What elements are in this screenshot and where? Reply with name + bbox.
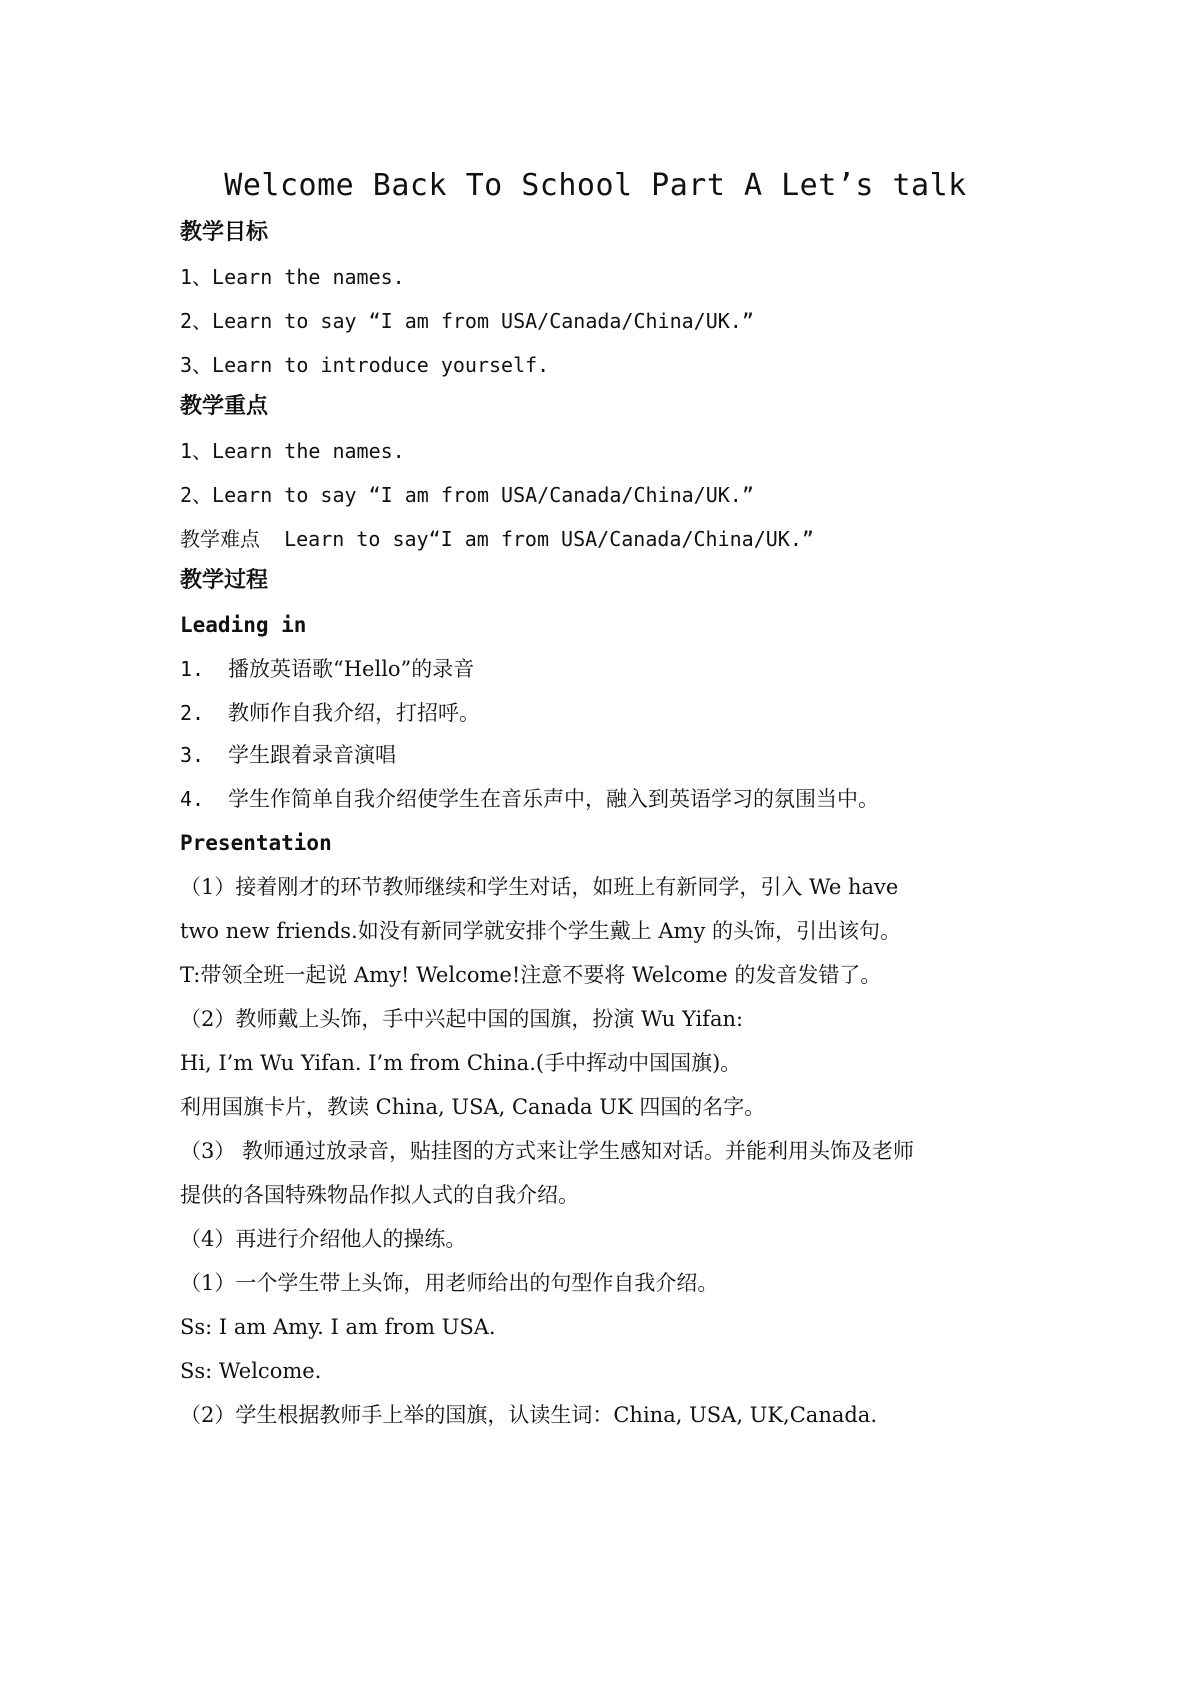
presentation-line: T:带领全班一起说 Amy! Welcome!注意不要将 Welcome 的发音发错了。 bbox=[180, 963, 882, 987]
step-text: 学生作简单自我介绍使学生在音乐声中，融入到英语学习的氛围当中。 bbox=[228, 787, 879, 811]
step-text: 播放英语歌“Hello”的录音 bbox=[228, 657, 475, 681]
presentation-line: Ss: Welcome. bbox=[180, 1359, 322, 1383]
step-number: 2. bbox=[180, 701, 205, 725]
step-text: 学生跟着录音演唱 bbox=[228, 743, 396, 767]
objectives-heading: 教学目标 bbox=[180, 220, 269, 245]
step-text: 教师作自我介绍，打招呼。 bbox=[228, 701, 480, 725]
leading-in-step bbox=[180, 740, 1060, 770]
presentation-line: （1）一个学生带上头饰，用老师给出的句型作自我介绍。 bbox=[180, 1271, 719, 1295]
presentation-heading: Presentation bbox=[180, 831, 332, 855]
objective-item: 2、Learn to say “I am from USA/Canada/China/UK.” bbox=[180, 309, 754, 333]
leading-in-heading: Leading in bbox=[180, 613, 307, 637]
objective-item: 1、Learn the names. bbox=[180, 265, 405, 289]
step-number: 3. bbox=[180, 743, 205, 767]
difficulty-label: 教学难点 bbox=[180, 527, 260, 551]
document-title: Welcome Back To School Part A Let’s talk bbox=[224, 168, 967, 203]
difficulty-text: Learn to say“I am from USA/Canada/China/UK.” bbox=[284, 527, 814, 551]
process-heading: 教学过程 bbox=[180, 568, 269, 593]
step-number: 4. bbox=[180, 787, 205, 811]
leading-in-step bbox=[180, 654, 1060, 684]
presentation-line: （2）教师戴上头饰，手中兴起中国的国旗，扮演 Wu Yifan: bbox=[180, 1007, 744, 1031]
leading-in-step bbox=[180, 698, 1060, 728]
step-number: 1. bbox=[180, 657, 205, 681]
presentation-line: 提供的各国特殊物品作拟人式的自我介绍。 bbox=[180, 1183, 579, 1207]
leading-in-step bbox=[180, 784, 1060, 814]
presentation-line: （2）学生根据教师手上举的国旗，认读生词：China, USA, UK,Canada. bbox=[180, 1403, 877, 1427]
presentation-line: 利用国旗卡片，教读 China, USA, Canada UK 四国的名字。 bbox=[180, 1095, 766, 1119]
difficulty-line bbox=[180, 524, 1060, 554]
key-point-item: 1、Learn the names. bbox=[180, 439, 405, 463]
key-point-item: 2、Learn to say “I am from USA/Canada/China/UK.” bbox=[180, 483, 754, 507]
presentation-line: （3） 教师通过放录音，贴挂图的方式来让学生感知对话。并能利用头饰及老师 bbox=[180, 1139, 915, 1163]
key-points-heading: 教学重点 bbox=[180, 394, 269, 419]
objective-item: 3、Learn to introduce yourself. bbox=[180, 353, 550, 377]
presentation-line: Hi, I’m Wu Yifan. I’m from China.(手中挥动中国国旗)。 bbox=[180, 1051, 742, 1075]
presentation-line: （4）再进行介绍他人的操练。 bbox=[180, 1227, 467, 1251]
presentation-line: two new friends.如没有新同学就安排个学生戴上 Amy 的头饰，引出该句。 bbox=[180, 919, 902, 943]
presentation-line: （1）接着刚才的环节教师继续和学生对话，如班上有新同学，引入 We have bbox=[180, 875, 899, 899]
presentation-line: Ss: I am Amy. I am from USA. bbox=[180, 1315, 496, 1339]
